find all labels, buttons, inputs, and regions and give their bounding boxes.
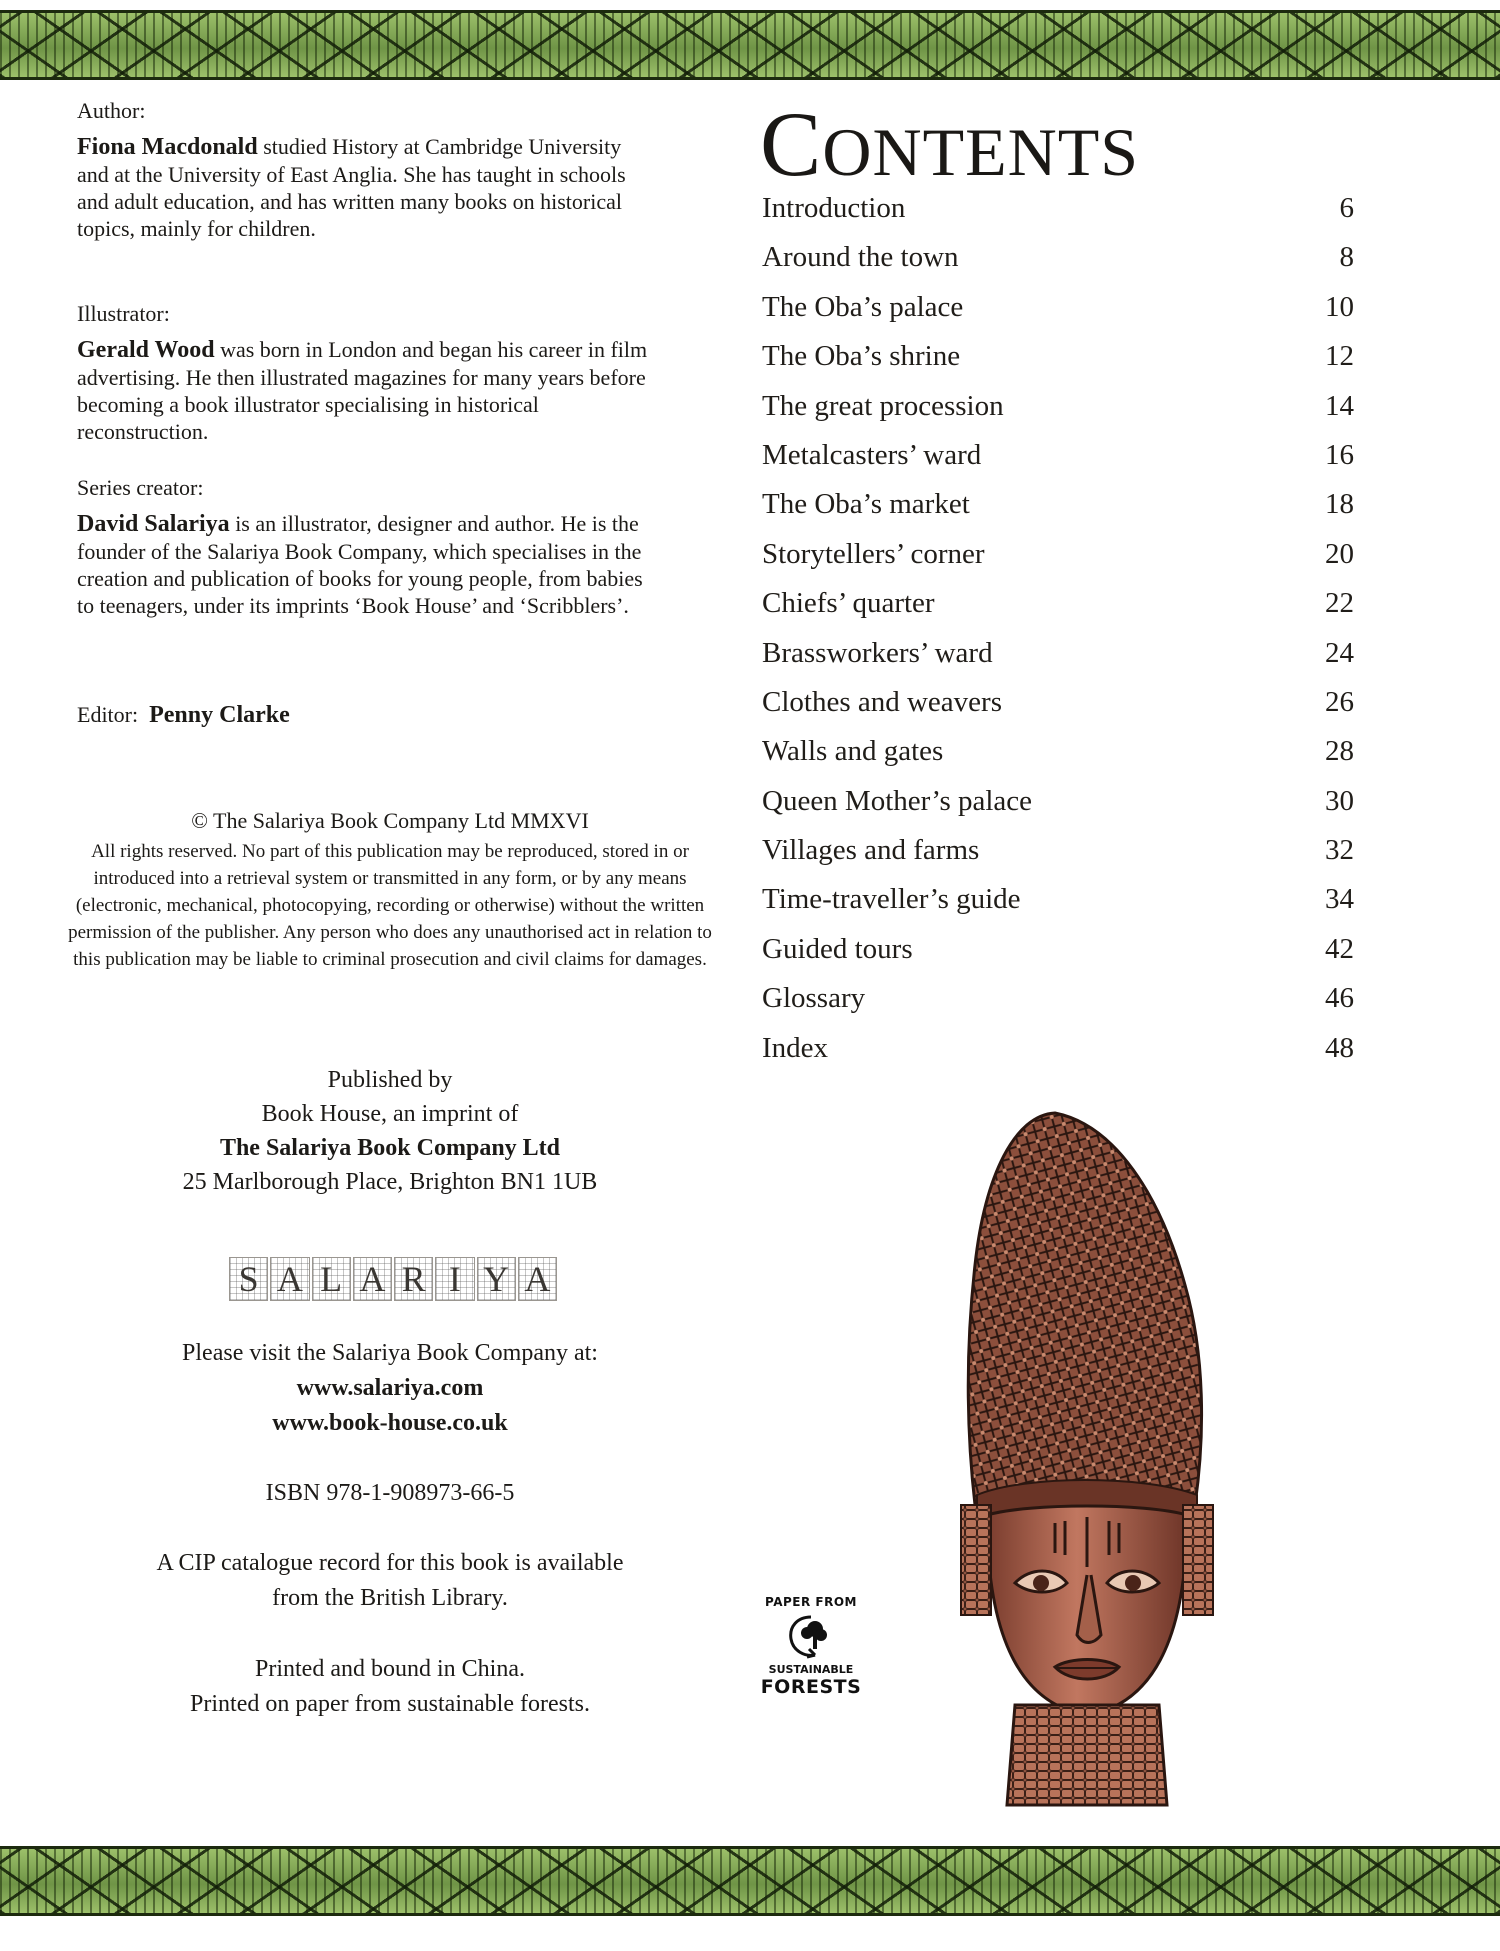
illustrator-name: Gerald Wood: [77, 337, 215, 363]
contents-heading-initial: C: [760, 93, 823, 195]
toc-title: Walls and gates: [762, 735, 944, 768]
bottom-decorative-border: [0, 1846, 1500, 1916]
logo-letter: I: [435, 1257, 474, 1301]
toc-entry[interactable]: [762, 883, 1354, 932]
toc-entry[interactable]: [762, 1032, 1354, 1081]
editor-name: Penny Clarke: [149, 702, 290, 728]
top-decorative-border: [0, 10, 1500, 80]
badge-line-1: PAPER FROM: [765, 1595, 857, 1609]
toc-title: Guided tours: [762, 932, 913, 965]
cip-notice: [40, 1546, 740, 1616]
tree-icon: [785, 1613, 837, 1661]
author-role: Author:: [77, 98, 146, 123]
toc-title: Introduction: [762, 192, 906, 224]
toc-page: 22: [1325, 587, 1354, 620]
logo-letter: R: [394, 1257, 433, 1301]
toc-page: 48: [1325, 1031, 1354, 1064]
toc-page: 28: [1325, 735, 1354, 768]
illustrator-role: Illustrator:: [77, 301, 170, 326]
toc-title: The Oba’s palace: [762, 290, 964, 323]
visit-block: [40, 1336, 740, 1441]
salariya-url[interactable]: www.salariya.com: [296, 1375, 484, 1401]
toc-entry[interactable]: [762, 291, 1354, 340]
toc-title: Time-traveller’s guide: [762, 883, 1021, 916]
toc-entry[interactable]: [762, 834, 1354, 883]
toc-page: 6: [1339, 192, 1354, 224]
toc-entry[interactable]: [762, 933, 1354, 982]
sustainable-forests-badge: [756, 1595, 866, 1698]
copyright-notice: All rights reserved. No part of this publication may be reproduced, stored in or introduced into a retrieval system or transmitted in any form, or by any means (electronic, mechanical, photocopying, recording or otherwise) without the written permission of the publisher. Any person who does any unauthorised act in relation to this publication may be liable to criminal prosecution and civil claims for damages.: [68, 841, 712, 970]
salariya-logo: [228, 1253, 558, 1305]
toc-title: Villages and farms: [762, 834, 980, 867]
publisher-address: 25 Marlborough Place, Brighton BN1 1UB: [182, 1169, 598, 1195]
illustrator-credit: [77, 300, 657, 445]
toc-entry[interactable]: [762, 587, 1354, 636]
editor-role: Editor:: [77, 702, 139, 727]
toc-title: The Oba’s shrine: [762, 340, 961, 373]
printed-line-1: Printed and bound in China.: [255, 1656, 525, 1682]
toc-page: 32: [1325, 834, 1354, 867]
toc-title: Clothes and weavers: [762, 685, 1002, 718]
toc-page: 26: [1325, 685, 1354, 718]
illustrator-bio: was born in London and began his career in film advertising. He then illustrated magazines for many years before becoming a book illustrator specialising in historical reconstruction.: [77, 337, 648, 444]
contents-heading: [760, 93, 1140, 195]
logo-letter: Y: [477, 1257, 516, 1301]
toc-title: The Oba’s market: [762, 488, 970, 521]
isbn: ISBN 978-1-908973-66-5: [265, 1480, 515, 1506]
editor-credit: [77, 702, 290, 729]
toc-title: The great procession: [762, 389, 1004, 422]
toc-entry[interactable]: [762, 785, 1354, 834]
logo-letter: A: [518, 1257, 557, 1301]
toc-page: 24: [1325, 636, 1354, 669]
copyright-title: © The Salariya Book Company Ltd MMXVI: [191, 808, 589, 833]
logo-letter: S: [229, 1257, 268, 1301]
cip-line-2: from the British Library.: [272, 1585, 508, 1611]
toc-page: 20: [1325, 537, 1354, 570]
toc-page: 12: [1325, 340, 1354, 373]
logo-letter: A: [270, 1257, 309, 1301]
logo-letter: L: [312, 1257, 351, 1301]
author-name: Fiona Macdonald: [77, 134, 258, 160]
toc-page: 8: [1339, 241, 1354, 274]
badge-line-2: SUSTAINABLE: [768, 1663, 854, 1676]
toc-entry[interactable]: [762, 637, 1354, 686]
toc-entry[interactable]: [762, 192, 1354, 241]
toc-page: 30: [1325, 784, 1354, 817]
toc-entry[interactable]: [762, 488, 1354, 537]
series-creator-bio: is an illustrator, designer and author. He is the founder of the Salariya Book Company, which specialises in the creation and publication of books for young people, from babies to teenagers, under its imprints ‘Book House’ and ‘Scribblers’.: [77, 511, 643, 618]
toc-page: 42: [1325, 932, 1354, 965]
series-creator-name: David Salariya: [77, 511, 230, 537]
printed-line-2: Printed on paper from sustainable forests.: [190, 1691, 590, 1717]
toc-entry[interactable]: [762, 982, 1354, 1031]
publisher-block: [40, 1063, 740, 1199]
published-by: Published by: [327, 1067, 453, 1093]
toc-page: 18: [1325, 488, 1354, 521]
publisher-name: The Salariya Book Company Ltd: [219, 1135, 561, 1161]
book-house-url[interactable]: www.book-house.co.uk: [272, 1410, 508, 1436]
visit-text: Please visit the Salariya Book Company at:: [182, 1340, 598, 1366]
toc-title: Brassworkers’ ward: [762, 636, 993, 669]
toc-page: 46: [1325, 982, 1354, 1015]
toc-entry[interactable]: [762, 538, 1354, 587]
table-of-contents: [762, 192, 1354, 1081]
toc-page: 34: [1325, 883, 1354, 916]
toc-title: Queen Mother’s palace: [762, 784, 1033, 817]
beaded-crown: [968, 1113, 1201, 1505]
cip-line-1: A CIP catalogue record for this book is available: [156, 1550, 624, 1576]
toc-title: Storytellers’ corner: [762, 537, 985, 570]
toc-title: Metalcasters’ ward: [762, 438, 982, 471]
toc-entry[interactable]: [762, 686, 1354, 735]
toc-title: Glossary: [762, 982, 866, 1015]
author-credit: [77, 97, 657, 242]
author-bio: studied History at Cambridge University and at the University of East Anglia. She has taught in schools and adult education, and has written many books on historical topics, mainly for children.: [77, 134, 626, 241]
beaded-collar: [1007, 1705, 1167, 1805]
benin-head-illustration: [905, 1105, 1285, 1815]
toc-entry[interactable]: [762, 735, 1354, 784]
toc-entry[interactable]: [762, 340, 1354, 389]
toc-entry[interactable]: [762, 390, 1354, 439]
toc-entry[interactable]: [762, 241, 1354, 290]
contents-heading-rest: ONTENTS: [822, 114, 1140, 190]
toc-title: Chiefs’ quarter: [762, 587, 935, 620]
series-creator-credit: [77, 474, 657, 619]
toc-page: 10: [1325, 290, 1354, 323]
toc-title: Around the town: [762, 241, 959, 274]
imprint-line: Book House, an imprint of: [261, 1101, 519, 1127]
badge-line-3: FORESTS: [760, 1676, 862, 1698]
toc-page: 14: [1325, 389, 1354, 422]
series-creator-role: Series creator:: [77, 475, 204, 500]
printed-notice: [40, 1652, 740, 1722]
toc-entry[interactable]: [762, 439, 1354, 488]
toc-page: 16: [1325, 438, 1354, 471]
logo-letter: A: [353, 1257, 392, 1301]
toc-title: Index: [762, 1031, 829, 1064]
